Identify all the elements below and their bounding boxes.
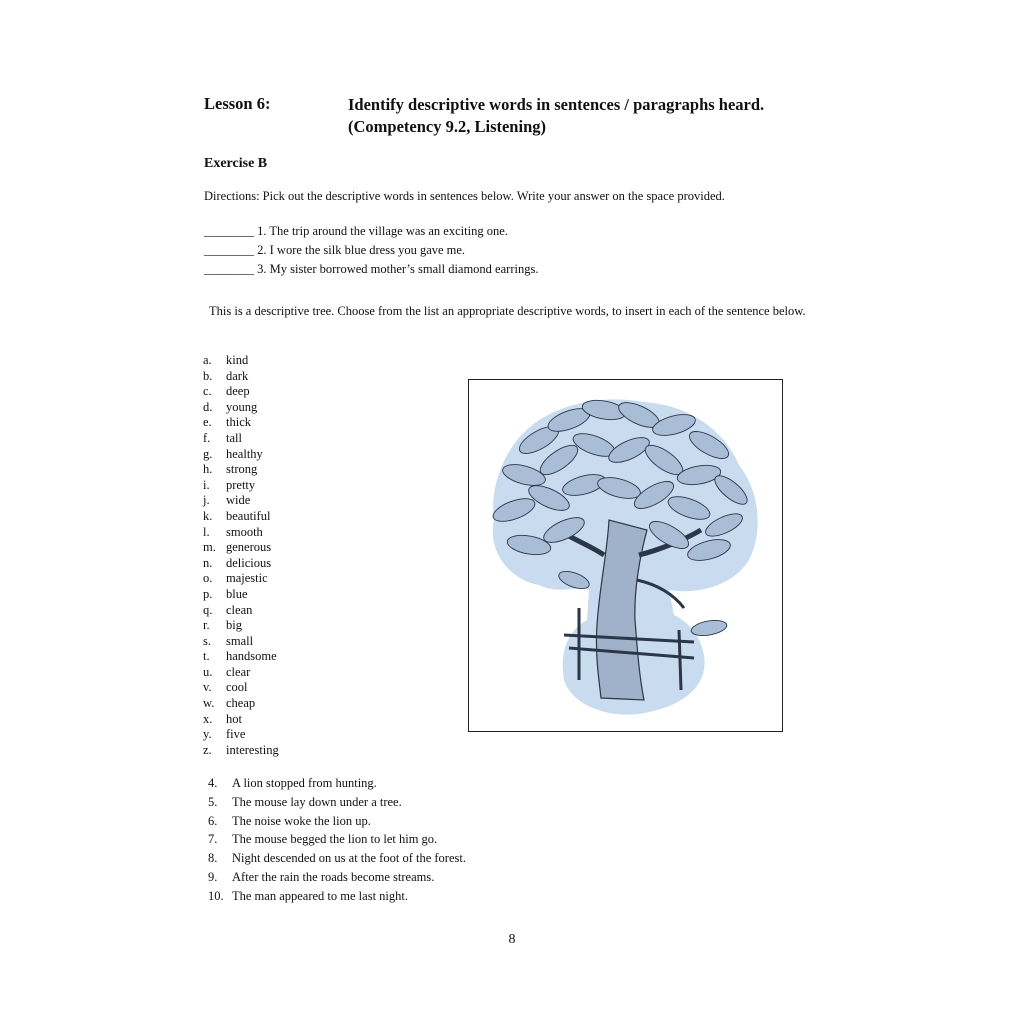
- word-letter: e.: [203, 415, 212, 430]
- sentence-text: The noise woke the lion up.: [232, 813, 371, 828]
- word-text: clean: [226, 602, 253, 617]
- word-text: hot: [226, 711, 242, 726]
- word-list-item: [203, 603, 279, 619]
- question-item: ________ 3. My sister borrowed mother’s small diamond earrings.: [204, 262, 539, 276]
- word-text: clear: [226, 664, 251, 679]
- sentence-number: 8.: [208, 851, 218, 866]
- word-list-item: [203, 462, 279, 478]
- word-list-item: [203, 447, 279, 463]
- word-text: five: [226, 727, 246, 742]
- word-text: cheap: [226, 696, 256, 711]
- word-text: handsome: [226, 649, 277, 664]
- word-list-item: [203, 696, 279, 712]
- word-letter: n.: [203, 555, 213, 570]
- lesson-title-line-2: (Competency 9.2, Listening): [348, 117, 546, 136]
- word-letter: c.: [203, 384, 212, 399]
- word-list-item: [203, 743, 279, 759]
- exercise-title: Exercise B: [204, 156, 268, 171]
- page-number: 8: [508, 932, 516, 947]
- word-text: blue: [226, 586, 248, 601]
- word-letter: o.: [203, 571, 213, 586]
- sentence-item: [208, 774, 466, 793]
- sentence-number: 5.: [208, 794, 218, 809]
- word-text: cool: [226, 680, 248, 695]
- word-list-item: [203, 727, 279, 743]
- word-letter: b.: [203, 368, 213, 383]
- word-letter: f.: [203, 430, 211, 445]
- sentence-item: [208, 830, 466, 849]
- word-letter: p.: [203, 586, 213, 601]
- word-text: beautiful: [226, 508, 271, 523]
- descriptive-word-list: [203, 353, 279, 758]
- word-letter: k.: [203, 508, 213, 523]
- word-list-item: [203, 712, 279, 728]
- question-list: [204, 222, 538, 279]
- sentence-item: [208, 849, 466, 868]
- word-list-item: [203, 556, 279, 572]
- word-text: dark: [226, 368, 249, 383]
- word-list-item: [203, 540, 279, 556]
- word-letter: t.: [203, 649, 210, 664]
- tree-leaf: [690, 618, 728, 638]
- word-letter: v.: [203, 680, 212, 695]
- word-letter: j.: [203, 493, 210, 508]
- sentence-text: The mouse lay down under a tree.: [232, 794, 402, 809]
- lesson-title-line-1: Identify descriptive words in sentences / paragraphs heard.: [348, 95, 765, 114]
- word-text: big: [226, 618, 242, 633]
- word-text: pretty: [226, 477, 256, 492]
- question-item: ________ 2. I wore the silk blue dress you gave me.: [204, 243, 466, 257]
- word-letter: q.: [203, 602, 213, 617]
- word-list-item: [203, 665, 279, 681]
- word-letter: z.: [203, 742, 212, 757]
- word-letter: h.: [203, 462, 213, 477]
- sentence-item: [208, 793, 466, 812]
- word-letter: w.: [203, 696, 215, 711]
- word-list-item: [203, 680, 279, 696]
- word-text: tall: [226, 430, 242, 445]
- word-list-item: [203, 400, 279, 416]
- word-text: thick: [226, 415, 251, 430]
- sentence-number: 6.: [208, 813, 218, 828]
- word-text: interesting: [226, 742, 279, 757]
- word-text: generous: [226, 540, 272, 555]
- sentence-text: Night descended on us at the foot of the forest.: [232, 851, 466, 866]
- sentence-item: [208, 812, 466, 831]
- word-list-item: [203, 618, 279, 634]
- sentence-text: The man appeared to me last night.: [232, 888, 408, 903]
- word-letter: y.: [203, 727, 212, 742]
- word-text: small: [226, 633, 254, 648]
- lesson-title: [348, 94, 764, 138]
- sentence-item: [208, 887, 466, 906]
- word-text: wide: [226, 493, 251, 508]
- sentence-number: 4.: [208, 776, 218, 790]
- sentence-text: A lion stopped from hunting.: [232, 776, 377, 790]
- sentence-item: [208, 868, 466, 887]
- word-letter: x.: [203, 711, 213, 726]
- sentence-list: [208, 774, 466, 906]
- word-list-item: [203, 415, 279, 431]
- word-text: young: [226, 399, 258, 414]
- sentence-number: 10.: [208, 888, 224, 903]
- fence-post: [679, 630, 681, 690]
- word-list-item: [203, 369, 279, 385]
- word-text: smooth: [226, 524, 263, 539]
- word-text: kind: [226, 353, 249, 367]
- word-letter: d.: [203, 399, 213, 414]
- sentence-text: After the rain the roads become streams.: [232, 869, 435, 884]
- word-letter: r.: [203, 618, 210, 633]
- word-list-item: [203, 649, 279, 665]
- word-text: majestic: [226, 571, 268, 586]
- word-list-item: [203, 478, 279, 494]
- word-letter: i.: [203, 477, 210, 492]
- word-letter: l.: [203, 524, 210, 539]
- word-text: delicious: [226, 555, 272, 570]
- lesson-label: Lesson 6:: [204, 94, 271, 113]
- word-list-item: [203, 571, 279, 587]
- word-letter: a.: [203, 353, 212, 367]
- word-letter: g.: [203, 446, 213, 461]
- word-list-item: [203, 493, 279, 509]
- word-letter: u.: [203, 664, 213, 679]
- question-item: ________ 1. The trip around the village was an exciting one.: [204, 224, 508, 238]
- sentence-number: 7.: [208, 832, 218, 847]
- word-text: healthy: [226, 446, 263, 461]
- word-list-item: [203, 525, 279, 541]
- word-list-item: [203, 384, 279, 400]
- word-letter: m.: [203, 540, 216, 555]
- tree-intro-paragraph: This is a descriptive tree. Choose from the list an appropriate descriptive words, to insert in each of the sentence below.: [209, 304, 806, 318]
- word-text: deep: [226, 384, 250, 399]
- tree-drawing: [469, 380, 782, 731]
- word-list-item: [203, 634, 279, 650]
- directions-text: Directions: Pick out the descriptive words in sentences below. Write your answer on the space provided.: [204, 189, 725, 203]
- sentence-text: The mouse begged the lion to let him go.: [232, 832, 438, 847]
- word-letter: s.: [203, 633, 211, 648]
- word-list-item: [203, 587, 279, 603]
- descriptive-tree-illustration: [468, 379, 783, 732]
- word-list-item: [203, 509, 279, 525]
- word-list-item: [203, 353, 279, 369]
- word-text: strong: [226, 462, 258, 477]
- sentence-number: 9.: [208, 869, 218, 884]
- word-list-item: [203, 431, 279, 447]
